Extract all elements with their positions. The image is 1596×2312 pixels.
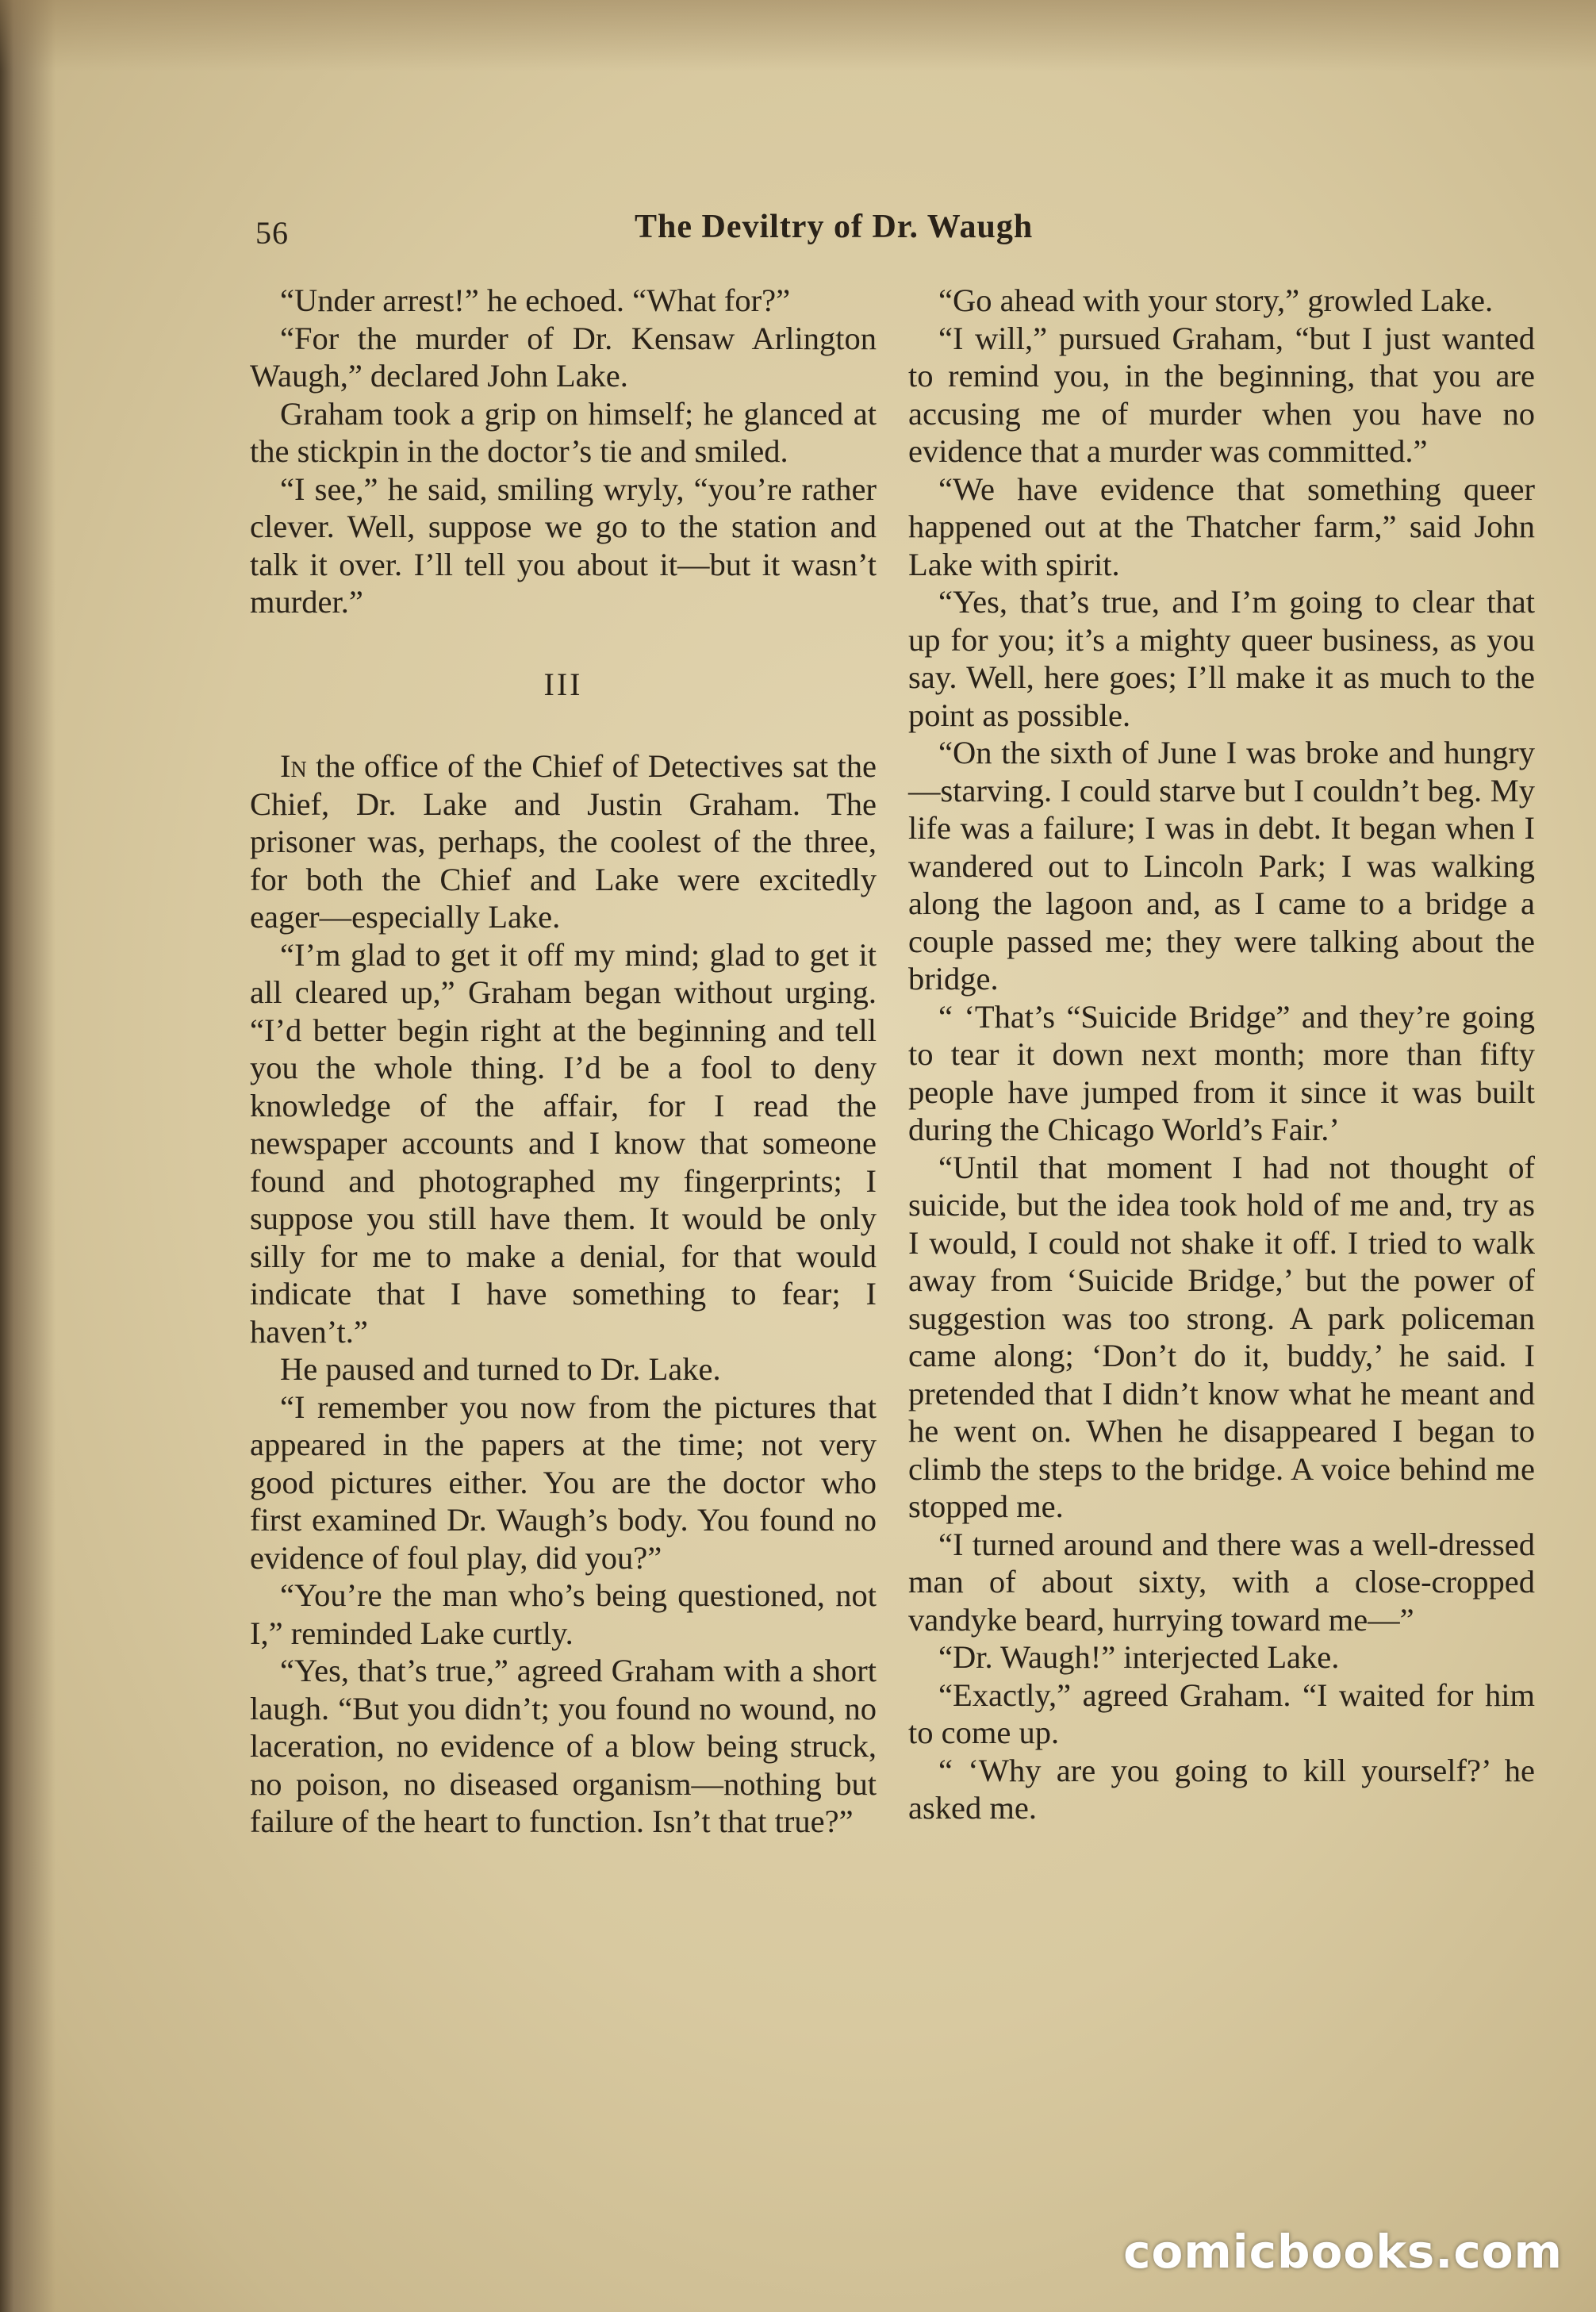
paragraph-text: the office of the Chief of Detectives sat the Chief, Dr. Lake and Justin Graham. The prisoner was, perhaps, the coolest of the three, for both the Chief and Lake were excitedly eager—especially Lake.: [250, 748, 877, 935]
left-column: [250, 282, 877, 1841]
paragraph: He paused and turned to Dr. Lake.: [280, 1351, 721, 1387]
paragraph: “Under arrest!” he echoed. “What for?”: [280, 282, 791, 318]
paragraph: “On the sixth of June I was broke and hungry—starving. I could starve but I couldn’t beg. My life was a failure; I was in debt. It began when I wandered out to Lincoln Park; I was walking along the lagoon and, as I came to a bridge a couple passed me; they were talking about the bridge.: [908, 735, 1535, 997]
paragraph: “Go ahead with your story,” growled Lake.: [938, 282, 1494, 318]
section-heading: III: [543, 666, 583, 702]
page-number: 56: [255, 215, 289, 251]
section-opening-paragraph: [250, 747, 877, 936]
right-column: [908, 282, 1535, 1827]
paragraph: “I’m glad to get it off my mind; glad to get it all cleared up,” Graham began without urging. “I’d better begin right at the beginning and tell you the whole thing. I’d be a fool to deny knowledge of the affair, for I read the newspaper accounts and I know that someone found and photographed my fingerprints; I suppose you still have them. It would be only silly for me to make a denial, for that would indicate that I have something to fear; I haven’t.”: [250, 936, 877, 1350]
drop-lead-words: In: [280, 748, 307, 784]
site-watermark: comicbooks.com: [1123, 2225, 1563, 2279]
paragraph: “Exactly,” agreed Graham. “I waited for him to come up.: [908, 1676, 1535, 1750]
paragraph: “I see,” he said, smiling wryly, “you’re rather clever. Well, suppose we go to the station and talk it over. I’ll tell you about it—but it wasn’t murder.”: [250, 470, 877, 620]
paragraph: “Yes, that’s true,” agreed Graham with a short laugh. “But you didn’t; you found no wound, no laceration, no evidence of a blow being struck, no poison, no diseased organism—nothing but failure of the heart to function. Isn’t that true?”: [250, 1653, 877, 1839]
paragraph: “Dr. Waugh!” interjected Lake.: [938, 1639, 1340, 1675]
paragraph: “For the murder of Dr. Kensaw Arlington Waugh,” declared John Lake.: [250, 320, 877, 394]
paragraph: “You’re the man who’s being questioned, not I,” reminded Lake curtly.: [250, 1577, 877, 1651]
paragraph: “ ‘That’s “Suicide Bridge” and they’re going to tear it down next month; more than fifty people have jumped from it since it was built during the Chicago World’s Fair.’: [908, 998, 1535, 1147]
paragraph: “I turned around and there was a well-dressed man of about sixty, with a close-cropped vandyke beard, hurrying toward me—”: [908, 1526, 1535, 1638]
paragraph: “We have evidence that something queer happened out at the Thatcher farm,” said John Lake with spirit.: [908, 470, 1535, 582]
paragraph: “Until that moment I had not thought of suicide, but the idea took hold of me and, try as I would, I could not shake it off. I tried to walk away from ‘Suicide Bridge,’ but the power of suggestion was too strong. A park policeman came along; ‘Don’t do it, buddy,’ he said. I pretended that I didn’t know what he meant and he went on. When he disappeared I began to climb the steps to the bridge. A voice behind me stopped me.: [908, 1149, 1535, 1524]
running-title: The Deviltry of Dr. Waugh: [635, 209, 1034, 245]
paragraph: “I remember you now from the pictures that appeared in the papers at the time; not very good pictures either. You are the doctor who first examined Dr. Waugh’s body. You found no evidence of foul play, did you?”: [250, 1388, 877, 1576]
paragraph: “I will,” pursued Graham, “but I just wanted to remind you, in the beginning, that you are accusing me of murder when you have no evidence that a murder was committed.”: [908, 320, 1535, 469]
paragraph: “Yes, that’s true, and I’m going to clear that up for you; it’s a mighty queer business, as you say. Well, here goes; I’ll make it as much to the point as possible.: [908, 584, 1535, 733]
paragraph: “ ‘Why are you going to kill yourself?’ he asked me.: [908, 1752, 1535, 1826]
paragraph: Graham took a grip on himself; he glanced at the stickpin in the doctor’s tie and smiled.: [250, 395, 877, 469]
